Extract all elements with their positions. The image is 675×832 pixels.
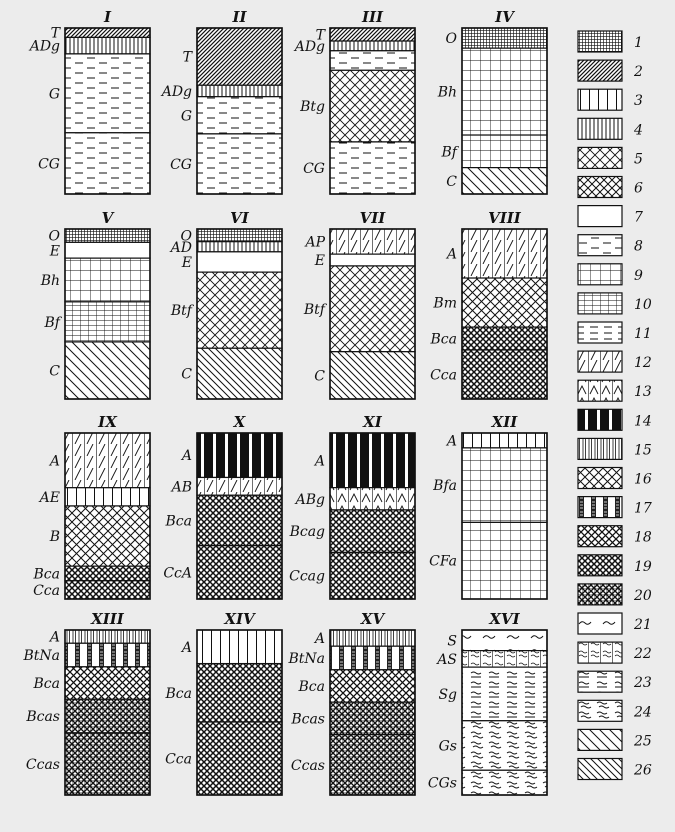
profile-title: VII	[359, 209, 386, 227]
legend-item-4	[578, 118, 643, 139]
horizon-CcA	[197, 546, 282, 599]
profile-X	[163, 413, 282, 599]
legend	[578, 31, 652, 780]
legend-swatch	[578, 206, 622, 227]
horizon-CG	[65, 133, 150, 194]
horizon-A	[65, 630, 150, 643]
horizon-Btg	[330, 70, 415, 142]
horizon-label: Bca	[165, 685, 192, 702]
profile-title: VIII	[488, 209, 521, 227]
horizon-Bcas	[65, 699, 150, 733]
profile-title: XV	[360, 610, 385, 628]
profile-title: VI	[230, 209, 249, 227]
horizon-T	[330, 28, 415, 41]
legend-number: 18	[634, 529, 652, 546]
horizon-label: A	[181, 639, 192, 656]
horizon-label: C	[181, 366, 192, 383]
horizon-Ccas	[65, 733, 150, 795]
legend-number: 7	[634, 209, 643, 226]
legend-item-2	[578, 60, 643, 81]
horizon-label: Bh	[437, 84, 457, 101]
horizon-label: Bcas	[26, 709, 60, 726]
horizon-ADg	[65, 37, 150, 53]
profile-VII	[303, 209, 415, 399]
legend-number: 19	[634, 558, 652, 575]
horizon-G	[197, 97, 282, 134]
horizon-label: A	[181, 448, 192, 465]
profile-VIII	[430, 209, 547, 399]
horizon-Ccas	[330, 735, 415, 795]
horizon-E	[65, 242, 150, 258]
legend-number: 12	[634, 355, 652, 372]
horizon-S	[462, 630, 547, 651]
legend-swatch	[578, 60, 622, 81]
horizon-label: C	[314, 368, 325, 385]
horizon-label: T	[315, 27, 325, 44]
horizon-label: AS	[437, 651, 457, 668]
horizon-label: B	[49, 529, 60, 546]
horizon-label: ADg	[29, 38, 60, 55]
profile-title: XVI	[489, 610, 520, 628]
horizon-CG	[197, 134, 282, 194]
legend-swatch	[578, 118, 622, 139]
horizon-label: AD	[170, 239, 192, 256]
profile-title: X	[233, 413, 246, 431]
profile-VI	[169, 209, 282, 399]
horizon-A	[197, 630, 282, 664]
horizon-O	[197, 229, 282, 242]
legend-swatch	[578, 497, 622, 518]
legend-swatch	[578, 438, 622, 459]
profile-title: IV	[495, 8, 514, 26]
horizon-CFa	[462, 522, 547, 599]
horizon-label: CFa	[429, 553, 457, 570]
horizon-label: CG	[170, 156, 192, 173]
horizon-label: CcA	[163, 565, 192, 582]
legend-swatch	[578, 264, 622, 285]
horizon-C	[462, 168, 547, 194]
legend-swatch	[578, 351, 622, 372]
horizon-Cca	[65, 581, 150, 599]
horizon-label: A	[314, 631, 325, 648]
horizon-Bh	[462, 48, 547, 135]
horizon-label: Bca	[165, 513, 192, 530]
legend-swatch	[578, 671, 622, 692]
profile-IX	[33, 413, 150, 599]
horizon-Bca	[462, 327, 547, 350]
horizon-label: O	[445, 31, 457, 48]
profile-XI	[289, 413, 415, 599]
horizon-A	[65, 433, 150, 488]
profile-XIII	[22, 610, 150, 795]
horizon-label: S	[447, 633, 457, 650]
horizon-label: ADg	[294, 38, 325, 55]
horizon-label: CGs	[427, 775, 457, 792]
legend-swatch	[578, 555, 622, 576]
legend-item-12	[578, 351, 652, 372]
legend-number: 21	[634, 617, 652, 633]
horizon-label: Cca	[430, 367, 457, 384]
horizon-label: A	[446, 433, 457, 450]
horizon-label: Bca	[33, 566, 60, 583]
legend-item-20	[578, 584, 652, 605]
horizon-CG	[330, 142, 415, 194]
horizon-label: G	[48, 86, 60, 103]
legend-number: 2	[634, 64, 643, 81]
horizon-O	[65, 229, 150, 242]
profile-title: XIII	[91, 610, 124, 628]
legend-item-1	[578, 31, 643, 52]
legend-number: 26	[634, 762, 652, 779]
horizon-label: Gs	[438, 738, 457, 755]
legend-swatch	[578, 642, 622, 663]
profile-title: XIV	[224, 610, 255, 628]
horizon-Cca	[462, 350, 547, 399]
horizon-A	[330, 433, 415, 488]
legend-item-13	[578, 380, 652, 401]
horizon-E	[197, 252, 282, 272]
horizon-Btf	[197, 272, 282, 348]
profile-title: XI	[363, 413, 382, 431]
profile-IV	[437, 8, 547, 194]
horizon-Bm	[462, 278, 547, 327]
horizon-label: Bh	[40, 273, 60, 289]
legend-number: 13	[634, 384, 652, 401]
profile-II	[160, 8, 282, 194]
horizon-Bca	[330, 670, 415, 702]
horizon-label: C	[49, 363, 60, 380]
horizon-label: Sg	[438, 686, 457, 703]
horizon-C	[330, 352, 415, 399]
horizon-label: O	[48, 228, 60, 245]
horizon-BtNa	[65, 643, 150, 667]
horizon-label: ADg	[161, 83, 192, 100]
profile-title: V	[101, 209, 114, 227]
horizon-label: CG	[303, 160, 325, 177]
legend-number: 10	[634, 296, 652, 313]
legend-item-21	[578, 613, 652, 634]
profile-title: III	[361, 8, 384, 26]
legend-number: 25	[634, 733, 652, 750]
legend-swatch	[578, 526, 622, 547]
horizon-AP	[330, 229, 415, 254]
horizon-label: Bca	[298, 678, 325, 695]
legend-swatch	[578, 31, 622, 52]
legend-item-10	[578, 293, 652, 314]
legend-item-14	[578, 409, 652, 430]
horizon-Gs	[462, 721, 547, 771]
legend-item-17	[578, 497, 652, 518]
horizon-label: AE	[39, 489, 60, 506]
horizon-Bf	[462, 135, 547, 168]
horizon-AD	[197, 242, 282, 252]
legend-number: 5	[634, 151, 643, 168]
horizon-Bca	[65, 566, 150, 581]
horizon-label: A	[446, 246, 457, 263]
horizon-Bcas	[330, 702, 415, 734]
legend-number: 9	[634, 267, 643, 284]
horizon-label: Bcas	[291, 711, 325, 728]
legend-swatch	[578, 700, 622, 721]
legend-item-5	[578, 147, 643, 168]
profile-title: XII	[491, 413, 518, 431]
horizon-A	[197, 433, 282, 477]
horizon-label: Cca	[165, 751, 192, 768]
legend-item-23	[578, 671, 652, 692]
horizon-Bca	[197, 664, 282, 722]
legend-item-6	[578, 177, 643, 198]
horizon-AS	[462, 651, 547, 668]
horizon-T	[65, 28, 150, 37]
legend-item-16	[578, 468, 652, 489]
legend-swatch	[578, 409, 622, 430]
horizon-label: Ccag	[289, 568, 325, 585]
horizon-Bca	[65, 667, 150, 699]
horizon-C	[65, 342, 150, 399]
horizon-label: Bf	[44, 314, 60, 331]
horizon-label: Bm	[433, 295, 457, 312]
legend-swatch	[578, 380, 622, 401]
profile-V	[40, 209, 150, 399]
horizon-A	[330, 630, 415, 646]
horizon-label: A	[314, 453, 325, 470]
horizon-C	[197, 348, 282, 399]
horizon-label: AB	[171, 479, 192, 496]
legend-number: 8	[634, 238, 643, 255]
horizon-label: Bcag	[289, 524, 325, 541]
legend-number: 14	[634, 413, 652, 430]
legend-item-7	[578, 206, 643, 227]
profile-XV	[287, 610, 415, 795]
profile-XIV	[165, 610, 282, 795]
legend-swatch	[578, 759, 622, 780]
horizon-label: Bfa	[433, 478, 457, 495]
horizon-Btf	[330, 266, 415, 352]
horizon-label: Btf	[170, 303, 192, 320]
horizon-CGs	[462, 770, 547, 795]
legend-swatch	[578, 322, 622, 343]
profile-XVI	[428, 610, 547, 795]
legend-swatch	[578, 729, 622, 750]
horizon-Ccag	[330, 552, 415, 599]
horizon-ADg	[197, 85, 282, 96]
legend-number: 1	[634, 35, 643, 51]
legend-swatch	[578, 177, 622, 198]
horizon-Bh	[65, 258, 150, 302]
legend-number: 24	[634, 704, 652, 721]
profiles	[22, 8, 547, 795]
legend-item-8	[578, 235, 643, 256]
profile-I	[28, 8, 150, 194]
legend-swatch	[578, 293, 622, 314]
horizon-Bcag	[330, 510, 415, 553]
horizon-label: BtNa	[288, 650, 325, 667]
horizon-Bf	[65, 302, 150, 342]
horizon-label: G	[180, 108, 192, 125]
horizon-label: Cca	[33, 582, 60, 599]
legend-item-26	[578, 759, 652, 780]
horizon-label: Ccas	[25, 757, 60, 774]
legend-swatch	[578, 613, 622, 634]
horizon-label: Ccas	[290, 757, 325, 774]
horizon-G	[65, 54, 150, 133]
legend-item-25	[578, 729, 652, 750]
legend-number: 20	[634, 587, 652, 604]
horizon-Bfa	[462, 448, 547, 522]
legend-item-22	[578, 642, 652, 663]
horizon-label: T	[50, 25, 60, 42]
horizon-label: E	[314, 253, 325, 270]
legend-item-19	[578, 555, 652, 576]
horizon-unlabeled	[330, 51, 415, 71]
horizon-label: AP	[305, 234, 325, 251]
horizon-B	[65, 506, 150, 566]
legend-number: 6	[634, 180, 643, 197]
legend-item-15	[578, 438, 652, 459]
horizon-label: T	[182, 49, 192, 66]
profile-title: I	[103, 8, 112, 26]
horizon-label: C	[446, 173, 457, 190]
horizon-label: Btg	[300, 99, 325, 116]
horizon-label: Bca	[33, 676, 60, 693]
horizon-BtNa	[330, 646, 415, 670]
horizon-E	[330, 254, 415, 266]
horizon-ADg	[330, 41, 415, 51]
horizon-Cca	[197, 722, 282, 795]
horizon-Sg	[462, 667, 547, 721]
legend-item-3	[578, 89, 643, 110]
profile-title: IX	[98, 413, 117, 431]
horizon-label: A	[49, 453, 60, 470]
horizon-Bca	[197, 495, 282, 545]
horizon-label: E	[181, 254, 192, 271]
horizon-AB	[197, 477, 282, 495]
horizon-AE	[65, 488, 150, 506]
horizon-T	[197, 28, 282, 85]
legend-swatch	[578, 235, 622, 256]
horizon-label: CG	[38, 156, 60, 173]
legend-swatch	[578, 147, 622, 168]
horizon-ABg	[330, 488, 415, 510]
horizon-label: Bf	[441, 144, 457, 161]
horizon-label: ABg	[295, 491, 325, 508]
legend-item-9	[578, 264, 643, 285]
horizon-label: Bca	[430, 331, 457, 348]
legend-swatch	[578, 468, 622, 489]
legend-item-24	[578, 700, 652, 721]
horizon-label: A	[49, 629, 60, 646]
legend-item-11	[578, 322, 652, 343]
horizon-A	[462, 433, 547, 448]
profile-title: II	[232, 8, 247, 26]
legend-number: 17	[634, 500, 652, 517]
legend-number: 4	[634, 122, 643, 139]
horizon-label: Btf	[303, 301, 325, 318]
legend-number: 3	[634, 93, 643, 110]
legend-number: 16	[634, 471, 652, 488]
horizon-label: O	[180, 228, 192, 245]
horizon-label: E	[49, 243, 60, 260]
legend-number: 11	[634, 326, 652, 342]
legend-swatch	[578, 89, 622, 110]
horizon-O	[462, 28, 547, 48]
legend-number: 15	[634, 442, 652, 459]
legend-item-18	[578, 526, 652, 547]
profile-XII	[429, 413, 547, 599]
profile-III	[293, 8, 415, 194]
horizon-A	[462, 229, 547, 278]
legend-number: 22	[634, 646, 652, 663]
legend-swatch	[578, 584, 622, 605]
horizon-label: BtNa	[23, 648, 60, 665]
legend-number: 23	[634, 675, 652, 692]
